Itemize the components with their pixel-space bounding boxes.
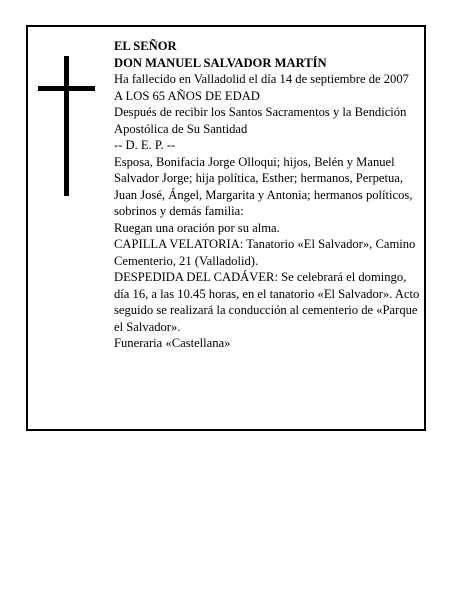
rip-line: -- D. E. P. --	[114, 138, 176, 152]
prayer-text: Ruegan una oración por su alma.	[114, 220, 280, 235]
title-line-1: EL SEÑOR	[114, 39, 177, 53]
obituary-text	[114, 38, 422, 352]
farewell-text: DESPEDIDA DEL CADÁVER: Se celebrará el domingo, día 16, a las 10.45 horas, en el tanatorio «El Salvador». Acto seguido se realizará la conducción al cementerio de «Parque el Salvador».	[114, 270, 420, 334]
chapel-text: CAPILLA VELATORIA: Tanatorio «El Salvador», Camino Cementerio, 21 (Valladolid).	[114, 237, 416, 268]
death-notice: Ha fallecido en Valladolid el día 14 de septiembre de 2007	[114, 72, 409, 86]
sacraments-text: Después de recibir los Santos Sacramentos y la Bendición Apostólica de Su Santidad	[114, 105, 407, 136]
deceased-name: DON MANUEL SALVADOR MARTÍN	[114, 55, 327, 70]
family-text: Esposa, Bonifacia Jorge Olloqui; hijos, Belén y Manuel Salvador Jorge; hija política, Esther; hermanos, Perpetua, Juan José, Ángel, Margarita y Antonia; hermanos políticos, sobrinos y demás familia:	[114, 154, 413, 218]
age-line: A LOS 65 AÑOS DE EDAD	[114, 88, 260, 103]
funeral-home: Funeraria «Castellana»	[114, 336, 231, 350]
